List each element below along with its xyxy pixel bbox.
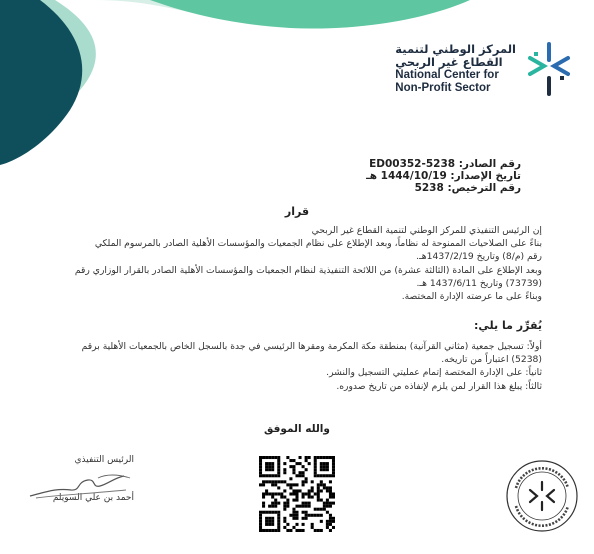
decision-articles (32, 340, 542, 393)
organization-logo (395, 40, 572, 98)
preamble-line: (73739) وتاريخ 1437/6/11 هـ. (416, 277, 542, 289)
preamble-line: وبعد الإطلاع على المادة (الثالثة عشرة) من اللائحة التنفيذية لنظام الجمعيات والمؤسسات الأهلية الصادر بالقرار الوزاري رقم (74, 264, 542, 276)
logo-arabic-line-2: القطاع غير الربحي (395, 55, 503, 69)
preamble-line: بناءً على الصلاحيات الممنوحة له نظاماً، وبعد الإطلاع على نظام الجمعيات والمؤسسات الأهلية الصادر بالمرسوم الملكي (94, 238, 542, 250)
issue-date-row (366, 170, 521, 182)
issue-number: ED00352-5238 (369, 158, 456, 170)
qr-code-icon[interactable] (259, 456, 335, 532)
license-label: رقم الترخيص: (447, 182, 521, 194)
preamble-line: رقم (م/8) وتاريخ 1437/2/19هـ. (416, 251, 542, 263)
article-line: ثالثاً: يبلغ هذا القرار لمن يلزم لإنفاذه من تاريخ صدوره. (336, 380, 542, 392)
article-line: ثانياً: على الإدارة المختصة إتمام عمليتي التسجيل والنشر. (326, 367, 542, 379)
preamble (32, 224, 542, 303)
document-metadata (366, 158, 521, 194)
article-line: (5238) اعتباراً من تاريخه. (441, 354, 542, 366)
preamble-line: وبناءً على ما عرضته الإدارة المختصة. (401, 291, 542, 303)
logo-text (395, 43, 516, 95)
issue-date: 1444/10/19 هـ (366, 170, 447, 182)
logo-english-line-1: National Center for (395, 69, 499, 81)
logo-arabic-line-1: المركز الوطني لتنمية (395, 42, 516, 56)
signer-name: أحمد بن علي السويلم (52, 493, 134, 503)
article-line: أولاً: تسجيل جمعية (مثاني القرآنية) بمنطقة مكة المكرمة ومقرها الرئيسي في جدة بالسجل الخاص بالجمعيات الأهلية برقم (81, 341, 542, 352)
issue-number-label: رقم الصادر: (458, 158, 521, 170)
decision-heading: يُقرِّر ما يلي: (474, 319, 542, 332)
ncnp-asterisk-logo-icon (526, 40, 572, 98)
signer-title: الرئيس التنفيذي (74, 455, 134, 465)
issue-number-row (366, 158, 521, 170)
license-number: 5238 (414, 182, 444, 194)
signature-icon (26, 470, 136, 504)
official-stamp-icon (504, 458, 580, 534)
document-title: قرار (284, 205, 310, 218)
closing-phrase: والله الموفق (264, 423, 330, 435)
issue-date-label: تاريخ الإصدار: (450, 170, 521, 182)
preamble-line: إن الرئيس التنفيذي للمركز الوطني لتنمية القطاع غير الربحي (311, 225, 542, 236)
logo-english-line-2: Non-Profit Sector (395, 82, 491, 94)
license-row (366, 182, 521, 194)
